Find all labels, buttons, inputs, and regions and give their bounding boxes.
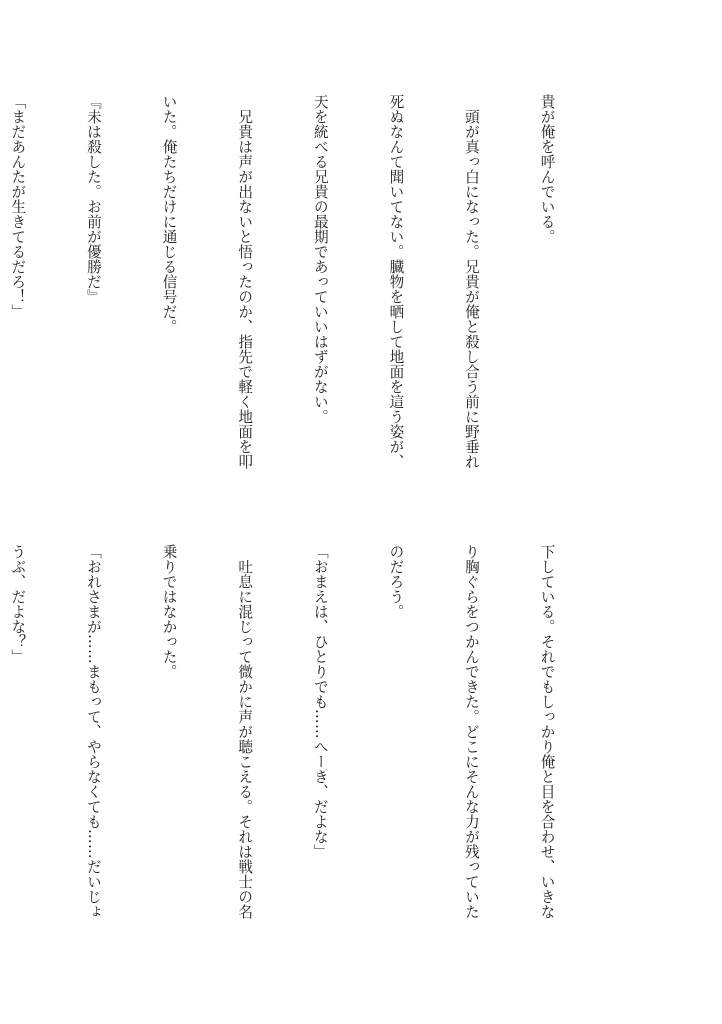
text-line: 下している。それでもしっかり俺と目を合わせ、いきな bbox=[538, 544, 556, 919]
text-line: 天を統べる兄貴の最期であっていいはずがない。 bbox=[311, 94, 329, 424]
text-line: うぶ、だよな？」 bbox=[9, 544, 27, 664]
text-line: り胸ぐらをつかんできた。どこにそんな力が残っていた bbox=[462, 544, 480, 919]
text-line: 『未は殺した。お前が優勝だ』 bbox=[84, 94, 102, 304]
text-line: 「おまえは、ひとりでも……へーき、だよな」 bbox=[311, 544, 329, 859]
text-line: 乗りではなかった。 bbox=[160, 544, 178, 679]
text-line: 貴が俺を呼んでいる。 bbox=[538, 94, 556, 244]
lower-text-block bbox=[9, 544, 610, 964]
text-line: 頭が真っ白になった。兄貴が俺と殺し合う前に野垂れ bbox=[462, 94, 480, 469]
text-line: 死ぬなんて聞いてない。臓物を晒して地面を這う姿が、 bbox=[387, 94, 405, 469]
text-line: 兄貴は声が出ないと悟ったのか、指先で軽く地面を叩 bbox=[236, 94, 254, 469]
text-line: いた。俺たちだけに通じる信号だ。 bbox=[160, 94, 178, 334]
text-line: 「おれさまが……まもって、やらなくても……だいじょ bbox=[84, 544, 102, 919]
text-line: のだろう。 bbox=[387, 544, 405, 619]
text-line: 「まだあんたが生きてるだろ！」 bbox=[9, 94, 27, 319]
text-line: 吐息に混じって微かに声が聴こえる。それは戦士の名 bbox=[236, 544, 254, 919]
upper-text-block bbox=[9, 94, 610, 514]
